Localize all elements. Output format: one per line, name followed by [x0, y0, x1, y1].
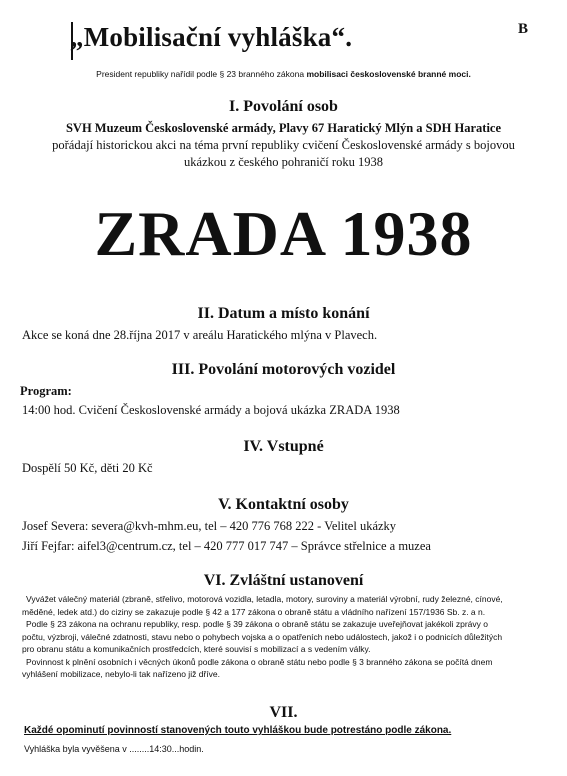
section1-text-line1: pořádají historickou akci na téma první republiky cvičení Československé armády s bojovou	[52, 138, 515, 152]
provision3-line2: vyhlášení mobilizace, nebylo-li tak nařízeno již dříve.	[22, 669, 220, 679]
section1-heading: I. Povolání osob	[229, 98, 338, 115]
intro-bold: mobilisaci československé branné moci.	[306, 69, 471, 79]
section4-heading: IV. Vstupné	[243, 438, 324, 455]
section5-heading: V. Kontaktní osoby	[218, 496, 349, 513]
section3-heading: III. Povolání motorových vozidel	[171, 361, 396, 378]
special-provisions	[22, 593, 552, 681]
intro-prefix: President republiky nařídil podle § 23 branného zákona	[96, 69, 307, 79]
organizers: SVH Muzeum Československé armády, Plavy 67 Haratický Mlýn a SDH Haratice	[65, 121, 502, 135]
section7-heading: VII.	[269, 704, 298, 721]
contact-severa: Josef Severa: severa@kvh-mhm.eu, tel – 420 776 768 222 - Velitel ukázky	[22, 519, 397, 533]
corner-mark: B	[518, 21, 529, 37]
program-item: 14:00 hod. Cvičení Československé armády a bojová ukázka ZRADA 1938	[22, 403, 400, 417]
posted-time: Vyhláška byla vyvěšena v ........14:30...hodin.	[24, 744, 204, 754]
event-name: ZRADA 1938	[94, 198, 473, 269]
entry-fee-text: Dospělí 50 Kč, děti 20 Kč	[22, 461, 153, 475]
provision1-line2: měděné, ledek atd.) do ciziny se zakazuje podle § 42 a 177 zákona o obraně státu a vládního nařízení 157/1936 Sb. z. a n.	[22, 606, 486, 617]
section2-heading: II. Datum a místo konání	[197, 305, 370, 322]
intro-line	[0, 69, 567, 79]
provision2-line3: pro obranu státu a komunikačních prostředcích, které souvisí s mobilizací a s vedením války.	[22, 644, 371, 654]
section1-text	[0, 137, 567, 171]
penalty-warning: Každé opominutí povinností stanovených touto vyhláškou bude potrestáno podle zákona.	[24, 725, 452, 736]
contact-fejfar: Jiří Fejfar: aifel3@centrum.cz, tel – 420 777 017 747 – Správce střelnice a muzea	[22, 539, 431, 553]
provision2-line1: Podle § 23 zákona na ochranu republiky, resp. podle § 39 zákona o obraně státu se zakazuje uveřejňovat jakékoli zprávy o	[26, 619, 488, 629]
provision1-line1: Vyvážet válečný materiál (zbraně, střelivo, motorová vozidla, letadla, motory, suroviny a materiál výrobní, rudy železné, cínové,	[26, 594, 503, 604]
provision3-line1: Povinnost k plnění osobních i věcných úkonů podle zákona o obraně státu nebo podle § 3 branného zákona se počítá dnem	[26, 656, 493, 667]
section6-heading: VI. Zvláštní ustanovení	[203, 572, 364, 589]
program-label: Program:	[20, 384, 72, 398]
page-title: „Mobilisační vyhláška“.	[70, 22, 353, 52]
provision2-line2: počtu, výzbroji, válečné zdatnosti, stavu nebo o pohybech vojska a o opatřeních nebo událostech, jakož i o podnicích důležitých	[22, 631, 503, 642]
section1-text-line2: ukázkou z českého pohraničí roku 1938	[184, 155, 383, 169]
date-place-text: Akce se koná dne 28.října 2017 v areálu Haratického mlýna v Plavech.	[22, 328, 378, 342]
